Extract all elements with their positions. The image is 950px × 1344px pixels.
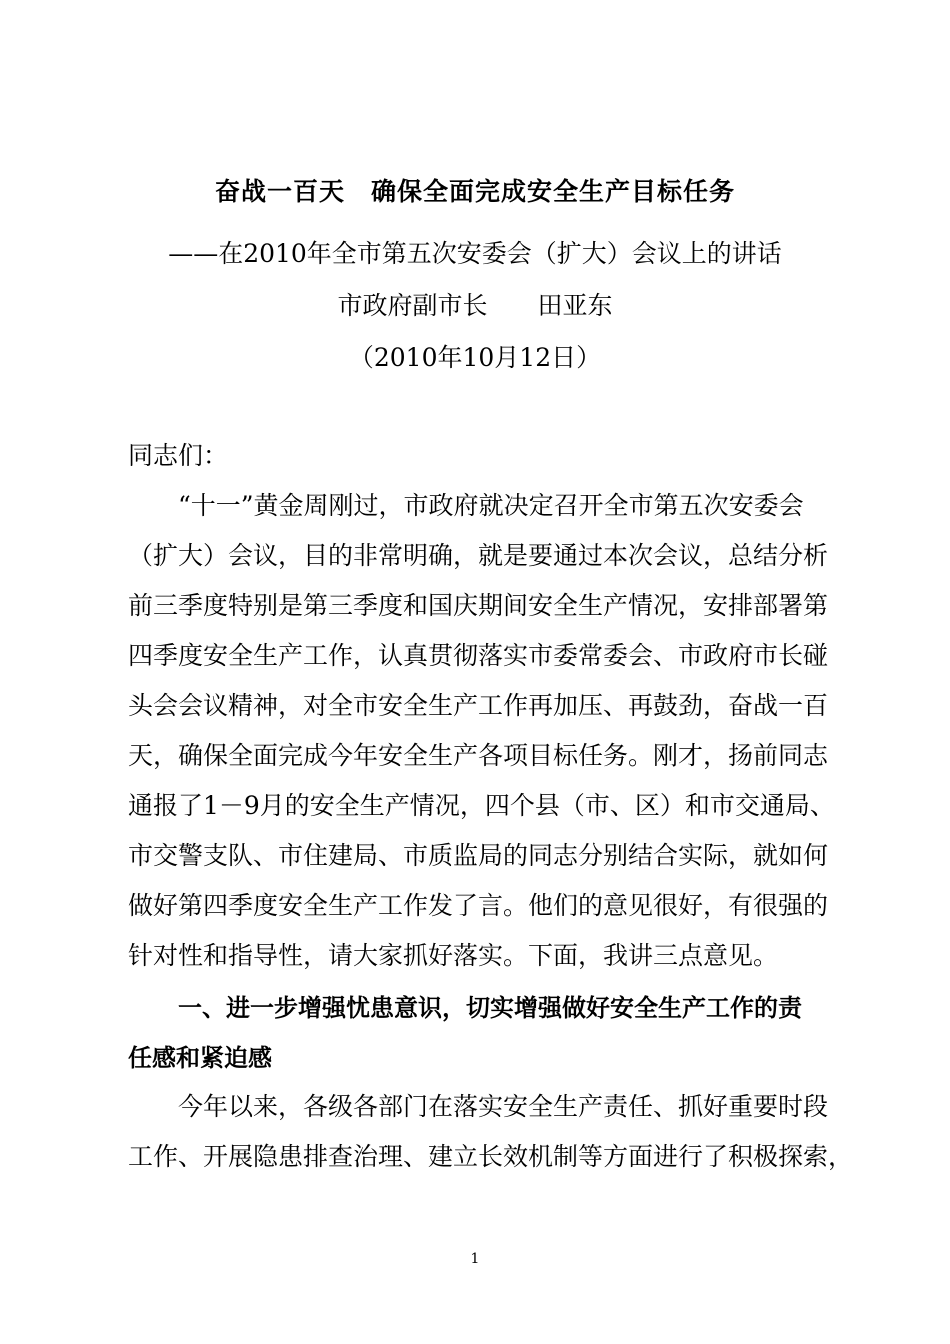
page-number: 1 — [470, 1251, 480, 1267]
paragraph-line: 工作、开展隐患排查治理、建立长效机制等方面进行了积极探索， — [128, 1142, 854, 1171]
paragraph-line: 头会会议精神，对全市安全生产工作再加压、再鼓劲，奋战一百 — [128, 691, 829, 720]
paragraph-2 — [128, 1089, 854, 1189]
paragraph-line: 市交警支队、市住建局、市质监局的同志分别结合实际，就如何 — [128, 841, 829, 870]
speech-date: （2010年10月12日） — [348, 343, 602, 372]
section-heading-1 — [128, 990, 833, 1090]
paragraph-line: 前三季度特别是第三季度和国庆期间安全生产情况，安排部署第 — [128, 591, 829, 620]
paragraph-line: 四季度安全生产工作，认真贯彻落实市委常委会、市政府市长碰 — [128, 641, 829, 670]
document-subtitle: ——在2010年全市第五次安委会（扩大）会议上的讲话 — [168, 239, 782, 268]
heading-line: 任感和紧迫感 — [128, 1044, 272, 1072]
speaker-line: 市政府副市长 田亚东 — [337, 291, 613, 320]
paragraph-1 — [128, 488, 833, 988]
paragraph-line: 针对性和指导性，请大家抓好落实。下面，我讲三点意见。 — [128, 941, 779, 970]
paragraph-line: 今年以来，各级各部门在落实安全生产责任、抓好重要时段 — [178, 1092, 829, 1121]
paragraph-line: （扩大）会议，目的非常明确，就是要通过本次会议，总结分析 — [128, 541, 829, 570]
paragraph-line: 天，确保全面完成今年安全生产各项目标任务。刚才，扬前同志 — [128, 741, 829, 770]
greeting: 同志们： — [128, 441, 229, 470]
document-title: 奋战一百天 确保全面完成安全生产目标任务 — [214, 177, 735, 206]
paragraph-line: 做好第四季度安全生产工作发了言。他们的意见很好，有很强的 — [128, 891, 829, 920]
paragraph-line: 通报了1－9月的安全生产情况，四个县（市、区）和市交通局、 — [128, 791, 835, 820]
paragraph-line: “十一”黄金周刚过，市政府就决定召开全市第五次安委会 — [178, 491, 804, 520]
heading-line: 一、进一步增强忧患意识，切实增强做好安全生产工作的责 — [178, 994, 802, 1022]
